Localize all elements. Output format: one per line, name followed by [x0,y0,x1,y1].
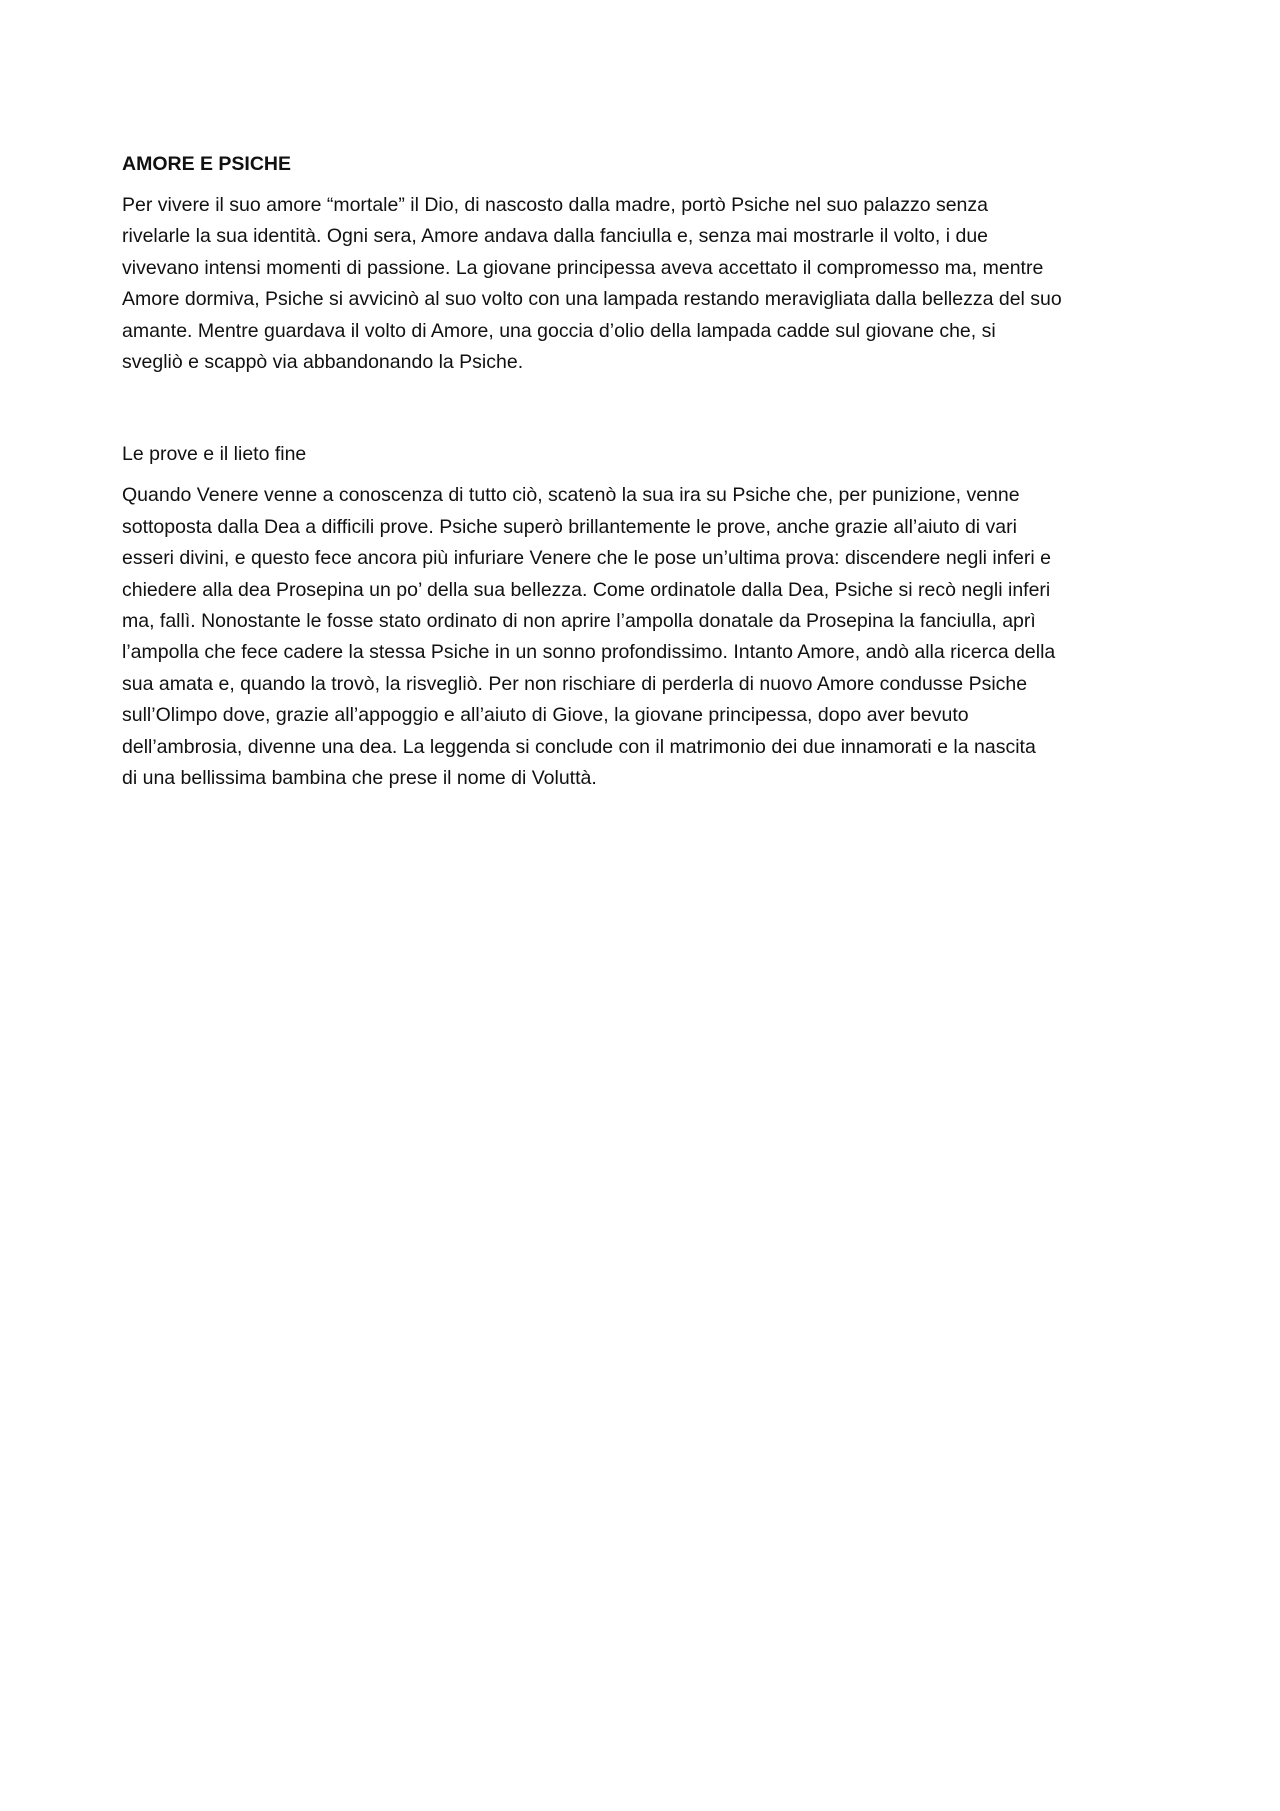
document-title: AMORE E PSICHE [122,153,292,175]
paragraph-line: chiedere alla dea Prosepina un po’ della sua bellezza. Come ordinatole dalla Dea, Psiche si recò negli inferi [122,578,1051,601]
paragraph-line: Quando Venere venne a conoscenza di tutto ciò, scatenò la sua ira su Psiche che, per punizione, venne [122,484,1020,507]
paragraph-line: sottoposta dalla Dea a difficili prove. Psiche superò brillantemente le prove, anche grazie all’aiuto di vari [122,515,1017,538]
paragraph-line: Per vivere il suo amore “mortale” il Dio, di nascosto dalla madre, portò Psiche nel suo palazzo senza [122,194,988,216]
paragraph-line: vivevano intensi momenti di passione. La giovane principessa aveva accettato il compromesso ma, mentre [122,256,1044,279]
paragraph-line: l’ampolla che fece cadere la stessa Psiche in un sonno profondissimo. Intanto Amore, andò alla ricerca della [122,641,1056,664]
paragraph-line: di una bellissima bambina che prese il nome di Voluttà. [122,767,597,790]
paragraph-line: esseri divini, e questo fece ancora più infuriare Venere che le pose un’ultima prova: discendere negli inferi e [122,547,1051,570]
paragraph-2 [122,480,1172,794]
document-body [122,150,1172,795]
paragraph-line: dell’ambrosia, divenne una dea. La leggenda si conclude con il matrimonio dei due innamorati e la nascita [122,735,1036,758]
paragraph-line: sull’Olimpo dove, grazie all’appoggio e all’aiuto di Giove, la giovane principessa, dopo aver bevuto [122,704,969,727]
paragraph-1 [122,190,1172,378]
section-heading: Le prove e il lieto fine [122,443,307,466]
paragraph-line: rivelarle la sua identità. Ogni sera, Amore andava dalla fanciulla e, senza mai mostrarle il volto, i due [122,225,989,248]
paragraph-line: ma, fallì. Nonostante le fosse stato ordinato di non aprire l’ampolla donatale da Prosepina la fanciulla, aprì [122,610,1036,633]
paragraph-line: amante. Mentre guardava il volto di Amore, una goccia d’olio della lampada cadde sul giovane che, si [122,319,996,342]
paragraph-line: sua amata e, quando la trovò, la risvegliò. Per non rischiare di perderla di nuovo Amore condusse Psiche [122,672,1028,695]
paragraph-line: Amore dormiva, Psiche si avvicinò al suo volto con una lampada restando meravigliata dalla bellezza del suo [122,288,1062,311]
paragraph-line: svegliò e scappò via abbandonando la Psiche. [122,351,524,374]
